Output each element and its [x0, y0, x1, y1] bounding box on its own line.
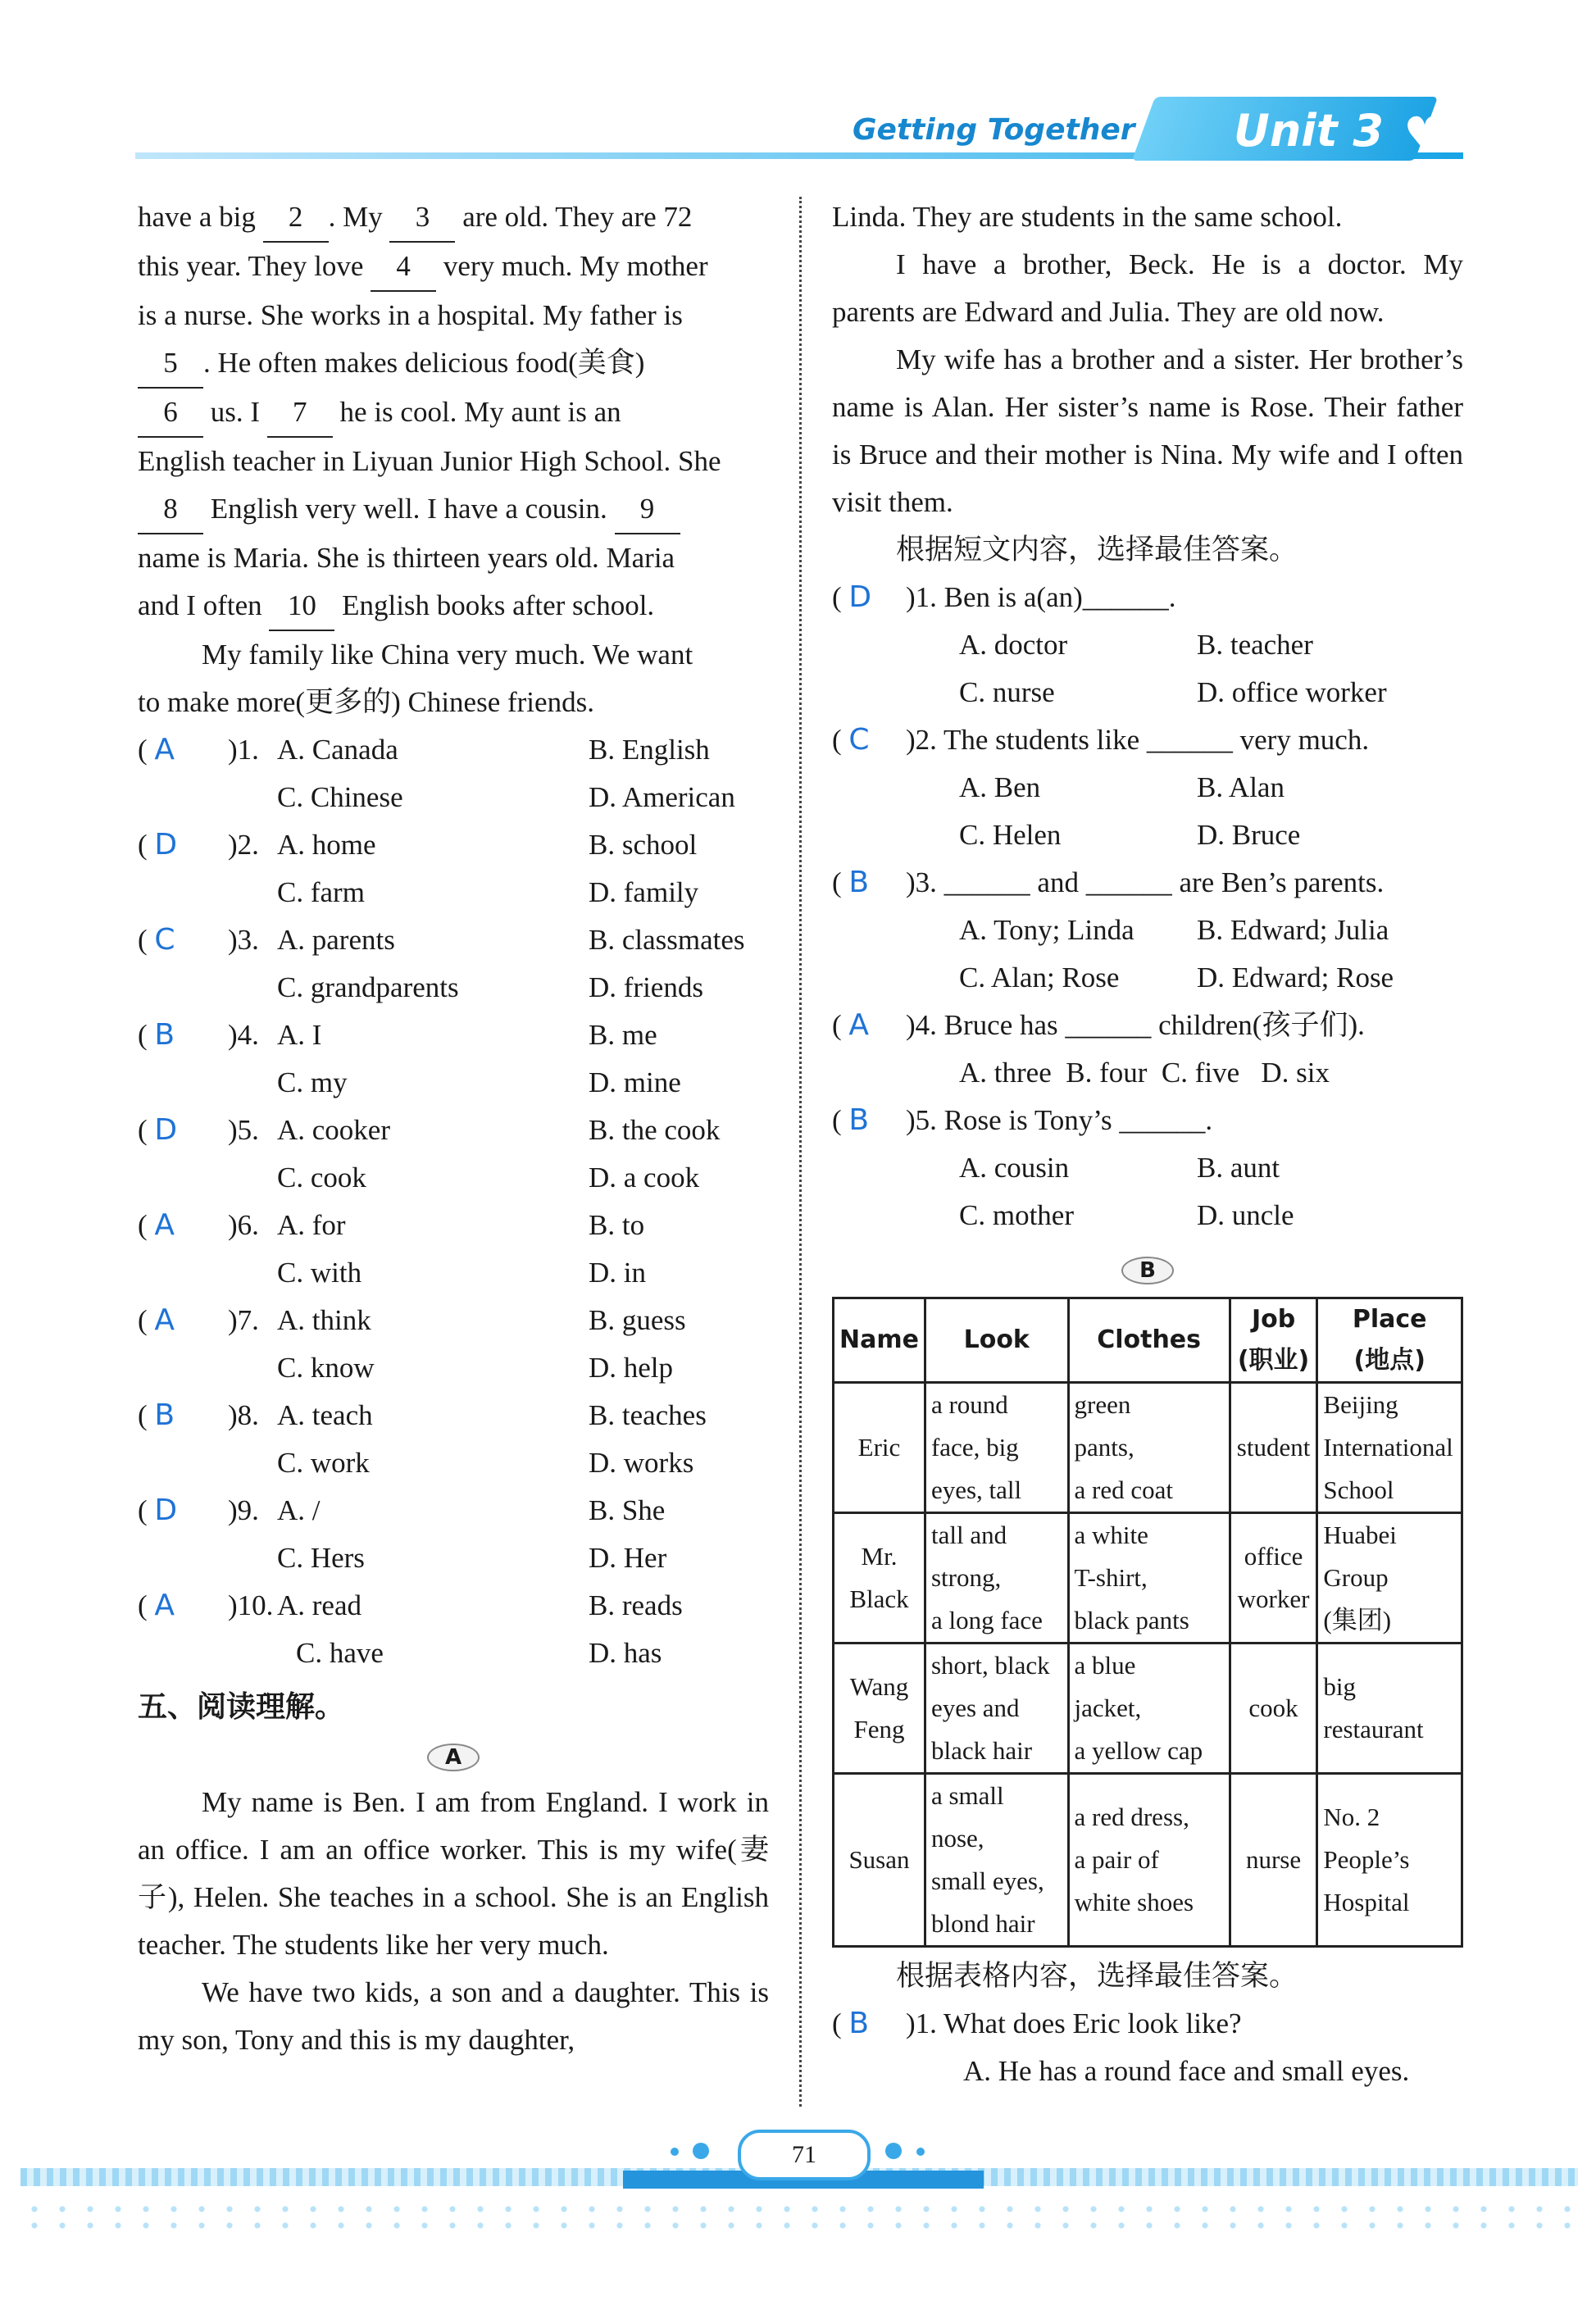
- passage-line: and I often 10 English books after school.: [138, 582, 769, 631]
- option: B. reads: [589, 1589, 683, 1621]
- passage-line: 5 . He often makes delicious food(美食): [138, 339, 769, 389]
- question-row: [138, 1059, 769, 1107]
- question-row: ( A )6. A. for B. to: [138, 1202, 769, 1249]
- option: C. farm: [277, 876, 365, 908]
- option: B. to: [589, 1209, 645, 1241]
- option: A. teach: [277, 1399, 373, 1431]
- instruction: 根据短文内容，选择最佳答案。: [896, 534, 1298, 566]
- instruction: 根据表格内容，选择最佳答案。: [896, 1960, 1298, 1992]
- passage-line: English teacher in Liyuan Junior High School. She: [138, 445, 721, 477]
- option: B. Edward; Julia: [1197, 914, 1389, 946]
- option: A. Tony; Linda: [959, 914, 1134, 946]
- table-cell-place: Beijing International School: [1317, 1383, 1462, 1513]
- question-row: [138, 1630, 769, 1677]
- passage-b-marker: [832, 1244, 1463, 1292]
- table-cell-clothes: a white T-shirt, black pants: [1068, 1513, 1230, 1644]
- option-row: [832, 1192, 1463, 1239]
- option: D. mine: [589, 1066, 681, 1098]
- option: A. cousin: [959, 1152, 1070, 1184]
- question-stem: )5. Rose is Tony’s ______.: [906, 1104, 1213, 1136]
- option: C. Chinese: [277, 781, 403, 813]
- option: A. three B. four C. five D. six: [959, 1057, 1330, 1089]
- option: C. work: [277, 1447, 370, 1479]
- question-row: ( B )3. ______ and ______ are Ben’s parents.: [832, 859, 1463, 907]
- option-row: [832, 669, 1463, 716]
- info-table: [832, 1297, 1463, 1948]
- option-row: [832, 1144, 1463, 1192]
- header-job: Job (职业): [1230, 1298, 1317, 1383]
- option-row: [832, 954, 1463, 1002]
- question-row: ( A )4. Bruce has ______ children(孩子们).: [832, 1002, 1463, 1049]
- table-cell-job: office worker: [1230, 1513, 1317, 1644]
- option: D. friends: [589, 971, 703, 1003]
- question-row: ( D )1. Ben is a(an)______.: [832, 574, 1463, 621]
- table-cell-look: a round face, big eyes, tall: [925, 1383, 1068, 1513]
- option: B. classmates: [589, 924, 745, 956]
- table-cell-job: student: [1230, 1383, 1317, 1513]
- table-cell-name: Mr. Black: [834, 1513, 925, 1644]
- table-cell-clothes: a blue jacket, a yellow cap: [1068, 1644, 1230, 1774]
- passage-line: to make more(更多的) Chinese friends.: [138, 686, 594, 718]
- header-place: Place (地点): [1317, 1298, 1462, 1383]
- option: D. help: [589, 1352, 674, 1384]
- option: A. think: [277, 1304, 371, 1336]
- question-row: ( B )8. A. teach B. teaches: [138, 1392, 769, 1439]
- option: A. He has a round face and small eyes.: [963, 2055, 1410, 2087]
- header-title: Getting Together: [853, 113, 1135, 147]
- unit-label: Unit 3: [1234, 105, 1384, 157]
- passage-line: have a big 2 . My 3 are old. They are 72: [138, 193, 769, 243]
- header-look: Look: [925, 1298, 1068, 1383]
- passage-line: 6 us. I 7 he is cool. My aunt is an: [138, 389, 769, 438]
- option: B. me: [589, 1019, 657, 1051]
- question-row: [138, 869, 769, 916]
- badge-a: A: [427, 1744, 480, 1771]
- option-row: [832, 764, 1463, 812]
- question-row: ( B )4. A. I B. me: [138, 1012, 769, 1059]
- table-cell-job: nurse: [1230, 1774, 1317, 1947]
- question-row: ( C )2. The students like ______ very much.: [832, 716, 1463, 764]
- option: D. American: [589, 781, 735, 813]
- option: A. home: [277, 829, 376, 861]
- option: C. with: [277, 1257, 362, 1289]
- passage-a-marker: [138, 1731, 769, 1779]
- passage-line: My family like China very much. We want: [202, 639, 693, 671]
- option: B. She: [589, 1494, 666, 1526]
- table-cell-place: big restaurant: [1317, 1644, 1462, 1774]
- table-cell-name: Susan: [834, 1774, 925, 1947]
- option: D. has: [589, 1637, 662, 1669]
- footer-dot: [885, 2143, 902, 2159]
- question-row: ( D )5. A. cooker B. the cook: [138, 1107, 769, 1154]
- option: A. I: [277, 1019, 322, 1051]
- page-number: 71: [738, 2130, 871, 2180]
- option: D. Her: [589, 1542, 667, 1574]
- badge-b: B: [1121, 1257, 1174, 1284]
- reading-paragraph: My wife has a brother and a sister. Her brother’s name is Alan. Her sister’s name is Rose. Their father is Bruce and their mother is Nina. My wife and I often visit them.: [832, 343, 1463, 518]
- column-divider: [799, 197, 802, 2107]
- option: D. office worker: [1197, 676, 1387, 708]
- table-cell-place: No. 2 People’s Hospital: [1317, 1774, 1462, 1947]
- option: C. have: [296, 1637, 384, 1669]
- option: D. in: [589, 1257, 646, 1289]
- header-name: Name: [834, 1298, 925, 1383]
- option: C. my: [277, 1066, 348, 1098]
- table-cell-clothes: a red dress, a pair of white shoes: [1068, 1774, 1230, 1947]
- question-stem: )1. Ben is a(an)______.: [906, 581, 1176, 613]
- passage-line: name is Maria. She is thirteen years old. Maria: [138, 542, 675, 574]
- option-row: [832, 621, 1463, 669]
- option: D. Edward; Rose: [1197, 962, 1394, 993]
- question-stem: )1. What does Eric look like?: [906, 2007, 1242, 2039]
- table-row: [834, 1644, 1462, 1774]
- question-row: [138, 774, 769, 821]
- option: A. read: [277, 1589, 362, 1621]
- table-cell-place: Huabei Group (集团): [1317, 1513, 1462, 1644]
- table-row: [834, 1383, 1462, 1513]
- question-row: ( A )1. A. Canada B. English: [138, 726, 769, 774]
- table-cell-look: tall and strong, a long face: [925, 1513, 1068, 1644]
- question-row: ( B )5. Rose is Tony’s ______.: [832, 1097, 1463, 1144]
- option: B. guess: [589, 1304, 686, 1336]
- option-row: [832, 812, 1463, 859]
- table-row: [834, 1774, 1462, 1947]
- option: A. cooker: [277, 1114, 391, 1146]
- table-row: [834, 1513, 1462, 1644]
- option: B. Alan: [1197, 771, 1285, 803]
- question-row: [138, 1344, 769, 1392]
- table-cell-clothes: green pants, a red coat: [1068, 1383, 1230, 1513]
- question-row: ( A )10. A. read B. reads: [138, 1582, 769, 1630]
- footer-dot: [916, 2148, 925, 2156]
- option: D. family: [589, 876, 699, 908]
- left-column: [138, 193, 769, 2064]
- option: D. works: [589, 1447, 694, 1479]
- table-cell-name: Eric: [834, 1383, 925, 1513]
- section-title: 五、阅读理解。: [138, 1690, 345, 1724]
- option: B. school: [589, 829, 698, 861]
- option: B. teacher: [1197, 629, 1313, 661]
- option: C. know: [277, 1352, 375, 1384]
- option: A. doctor: [959, 629, 1068, 661]
- question-stem: )3. ______ and ______ are Ben’s parents.: [906, 866, 1385, 898]
- table-cell-look: short, black eyes and black hair: [925, 1644, 1068, 1774]
- reading-paragraph: We have two kids, a son and a daughter. This is my son, Tony and this is my daughter,: [138, 1976, 769, 2056]
- question-row: [138, 1154, 769, 1202]
- cloze-questions: [138, 726, 769, 1677]
- right-column: [832, 193, 1463, 2095]
- question-row: [138, 1249, 769, 1297]
- question-row: [138, 964, 769, 1012]
- question-row: ( D )2. A. home B. school: [138, 821, 769, 869]
- question-row: [832, 2000, 1463, 2048]
- option: C. nurse: [959, 676, 1055, 708]
- reading-paragraph: Linda. They are students in the same school.: [832, 201, 1343, 233]
- option: B. teaches: [589, 1399, 707, 1431]
- passage-line: this year. They love 4 very much. My mother: [138, 243, 769, 292]
- option: C. Alan; Rose: [959, 962, 1120, 993]
- reading-questions: [832, 574, 1463, 1239]
- passage-line: 8 English very well. I have a cousin. 9: [138, 485, 769, 534]
- question-stem: )4. Bruce has ______ children(孩子们).: [906, 1009, 1365, 1041]
- table-header-row: [834, 1298, 1462, 1383]
- option: D. Bruce: [1197, 819, 1301, 851]
- question-row: ( A )7. A. think B. guess: [138, 1297, 769, 1344]
- header-clothes: Clothes: [1068, 1298, 1230, 1383]
- option: B. the cook: [589, 1114, 721, 1146]
- option: D. uncle: [1197, 1199, 1294, 1231]
- question-row: [138, 1534, 769, 1582]
- option: A. Canada: [277, 734, 398, 766]
- option: A. for: [277, 1209, 346, 1241]
- question-row: [138, 1439, 769, 1487]
- option: A. /: [277, 1494, 321, 1526]
- option: B. aunt: [1197, 1152, 1280, 1184]
- reading-paragraph: I have a brother, Beck. He is a doctor. My parents are Edward and Julia. They are old now.: [832, 248, 1463, 328]
- option: C. mother: [959, 1199, 1074, 1231]
- question-row: ( D )9. A. / B. She: [138, 1487, 769, 1534]
- option: C. Helen: [959, 819, 1062, 851]
- table-cell-job: cook: [1230, 1644, 1317, 1774]
- table-cell-name: Wang Feng: [834, 1644, 925, 1774]
- heart-icon: ♥: [1403, 107, 1446, 162]
- option: B. English: [589, 734, 710, 766]
- footer-dot: [671, 2148, 679, 2156]
- option: D. a cook: [589, 1162, 700, 1193]
- option-row: [832, 907, 1463, 954]
- option: C. Hers: [277, 1542, 365, 1574]
- option: A. parents: [277, 924, 395, 956]
- option: C. cook: [277, 1162, 366, 1193]
- footer-dots: [20, 2201, 1578, 2234]
- question-stem: )2. The students like ______ very much.: [906, 724, 1370, 756]
- reading-paragraph: My name is Ben. I am from England. I work in an office. I am an office worker. This is my wife(妻子), Helen. She teaches in a school. She is an English teacher. The students like her very much.: [138, 1786, 769, 1961]
- option: A. Ben: [959, 771, 1041, 803]
- footer-dot: [693, 2143, 709, 2159]
- answer-paren: ( B: [832, 2007, 870, 2040]
- table-cell-look: a small nose, small eyes, blond hair: [925, 1774, 1068, 1947]
- passage-line: is a nurse. She works in a hospital. My father is: [138, 299, 683, 331]
- option: C. grandparents: [277, 971, 459, 1003]
- question-row: ( C )3. A. parents B. classmates: [138, 916, 769, 964]
